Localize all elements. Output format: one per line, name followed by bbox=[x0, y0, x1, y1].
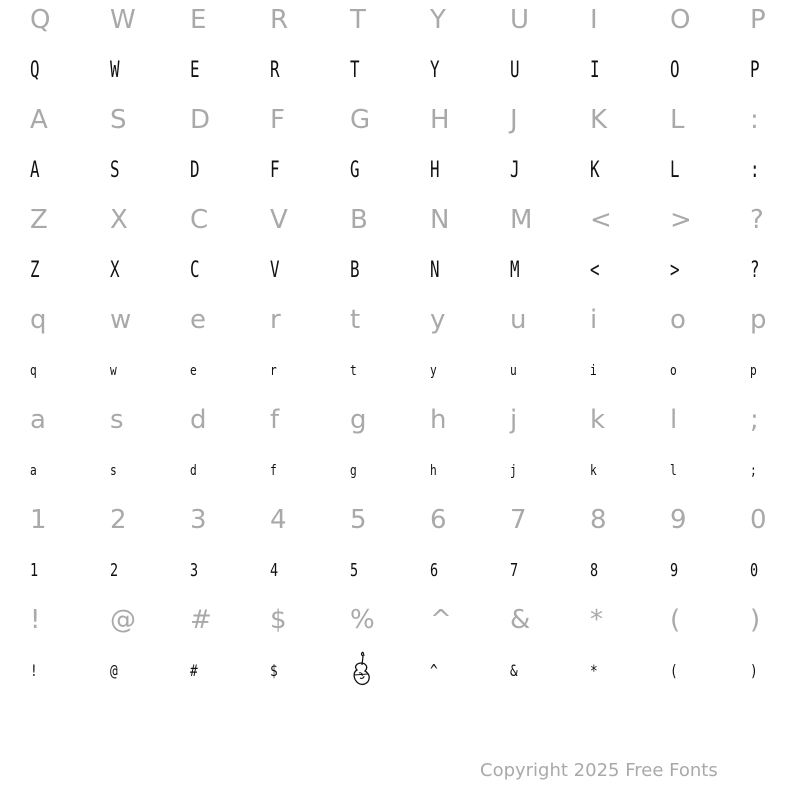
sample-glyph-char: L bbox=[670, 158, 680, 183]
sample-glyph bbox=[240, 246, 320, 296]
sample-glyph bbox=[80, 346, 160, 396]
sample-glyph-char: l bbox=[670, 463, 677, 479]
reference-glyph bbox=[80, 495, 160, 545]
reference-glyph bbox=[320, 495, 400, 545]
reference-glyph-char: < bbox=[590, 205, 612, 235]
reference-glyph bbox=[560, 295, 640, 345]
reference-glyph bbox=[640, 595, 720, 645]
reference-glyph-char: W bbox=[110, 5, 136, 35]
sample-glyph bbox=[160, 246, 240, 296]
sample-glyph-char: X bbox=[110, 258, 120, 283]
sample-glyph bbox=[560, 346, 640, 396]
reference-glyph-char: K bbox=[590, 105, 608, 135]
reference-glyph bbox=[240, 95, 320, 145]
sample-glyph bbox=[640, 446, 720, 496]
reference-glyph bbox=[80, 295, 160, 345]
sample-glyph bbox=[640, 646, 720, 696]
sample-glyph-char: w bbox=[110, 363, 117, 379]
reference-glyph bbox=[480, 395, 560, 445]
reference-glyph bbox=[160, 195, 240, 245]
reference-glyph bbox=[0, 395, 80, 445]
sample-glyph bbox=[320, 246, 400, 296]
sample-glyph bbox=[160, 446, 240, 496]
sample-glyph-char: P bbox=[750, 58, 760, 83]
reference-glyph bbox=[400, 595, 480, 645]
sample-glyph-char: # bbox=[190, 661, 198, 680]
sample-glyph-char: 2 bbox=[110, 560, 119, 581]
sample-glyph bbox=[640, 246, 720, 296]
sample-glyph bbox=[400, 146, 480, 196]
sample-glyph-char: * bbox=[590, 661, 598, 680]
sample-glyph bbox=[160, 146, 240, 196]
sample-glyph-char: p bbox=[750, 363, 757, 379]
sample-glyph bbox=[720, 346, 800, 396]
reference-glyph-char: q bbox=[30, 305, 47, 335]
sample-glyph-char: ( bbox=[670, 661, 678, 680]
reference-glyph bbox=[720, 0, 800, 45]
reference-glyph-char: 7 bbox=[510, 505, 527, 535]
reference-glyph-char: S bbox=[110, 105, 127, 135]
sample-glyph-char: I bbox=[590, 58, 600, 83]
sample-glyph-char: ^ bbox=[430, 661, 438, 680]
sample-glyph-char: R bbox=[270, 58, 280, 83]
sample-glyph bbox=[0, 546, 80, 596]
sample-glyph bbox=[640, 146, 720, 196]
reference-glyph-char: j bbox=[510, 405, 518, 435]
reference-glyph-char: V bbox=[270, 205, 288, 235]
sample-glyph bbox=[400, 46, 480, 96]
sample-glyph-char: ) bbox=[750, 661, 758, 680]
sample-glyph bbox=[480, 46, 560, 96]
reference-glyph bbox=[160, 495, 240, 545]
sample-glyph bbox=[160, 646, 240, 696]
reference-glyph-char: X bbox=[110, 205, 128, 235]
sample-glyph bbox=[640, 546, 720, 596]
sample-glyph-char: Y bbox=[430, 58, 440, 83]
reference-glyph-char: o bbox=[670, 305, 686, 335]
reference-glyph bbox=[480, 195, 560, 245]
reference-glyph-char: a bbox=[30, 405, 46, 435]
sample-glyph-char: A bbox=[30, 158, 40, 183]
reference-glyph bbox=[640, 95, 720, 145]
reference-glyph bbox=[0, 295, 80, 345]
reference-glyph-char: U bbox=[510, 5, 530, 35]
reference-glyph bbox=[480, 295, 560, 345]
sample-glyph-char: F bbox=[270, 158, 280, 183]
sample-glyph bbox=[240, 146, 320, 196]
sample-glyph-char: D bbox=[190, 158, 200, 183]
sample-glyph bbox=[560, 546, 640, 596]
sample-glyph bbox=[320, 146, 400, 196]
sample-glyph-char: 1 bbox=[30, 560, 39, 581]
reference-glyph bbox=[240, 495, 320, 545]
reference-glyph-char: J bbox=[510, 105, 518, 135]
reference-glyph bbox=[240, 295, 320, 345]
sample-glyph bbox=[560, 646, 640, 696]
reference-glyph bbox=[640, 295, 720, 345]
sample-glyph bbox=[480, 246, 560, 296]
reference-glyph bbox=[160, 95, 240, 145]
sample-glyph bbox=[0, 146, 80, 196]
reference-glyph bbox=[640, 195, 720, 245]
sample-glyph bbox=[320, 46, 400, 96]
sample-glyph bbox=[80, 146, 160, 196]
reference-glyph bbox=[560, 395, 640, 445]
sample-glyph-char: y bbox=[430, 363, 437, 379]
sample-glyph bbox=[720, 146, 800, 196]
reference-glyph bbox=[640, 395, 720, 445]
sample-glyph-char: 8 bbox=[590, 560, 599, 581]
sample-glyph-char: 4 bbox=[270, 560, 279, 581]
sample-glyph bbox=[160, 346, 240, 396]
sample-glyph bbox=[560, 46, 640, 96]
reference-glyph bbox=[480, 95, 560, 145]
reference-glyph bbox=[240, 0, 320, 45]
sample-glyph-char: @ bbox=[110, 661, 118, 680]
sample-glyph-char: h bbox=[430, 463, 437, 479]
sample-glyph-char: V bbox=[270, 258, 280, 283]
sample-glyph bbox=[560, 446, 640, 496]
reference-glyph-char: P bbox=[750, 5, 766, 35]
reference-glyph-char: ? bbox=[750, 205, 764, 235]
sample-glyph-char: M bbox=[510, 258, 520, 283]
sample-glyph bbox=[320, 646, 400, 696]
reference-glyph-char: 8 bbox=[590, 505, 607, 535]
sample-glyph bbox=[640, 346, 720, 396]
sample-glyph-char: s bbox=[110, 463, 117, 479]
reference-glyph bbox=[400, 195, 480, 245]
sample-glyph-char: $ bbox=[270, 661, 278, 680]
sample-glyph-char: U bbox=[510, 58, 520, 83]
reference-glyph-char: F bbox=[270, 105, 285, 135]
reference-glyph-char: ( bbox=[670, 605, 681, 635]
sample-glyph-char: ! bbox=[30, 661, 38, 680]
sample-glyph-char: Z bbox=[30, 258, 40, 283]
sample-glyph bbox=[480, 546, 560, 596]
reference-glyph-char: * bbox=[590, 605, 603, 635]
reference-glyph-char: h bbox=[430, 405, 447, 435]
sample-glyph-char: d bbox=[190, 463, 197, 479]
reference-glyph-char: t bbox=[350, 305, 361, 335]
sample-glyph-char: t bbox=[350, 363, 357, 379]
sample-glyph-char: e bbox=[190, 363, 197, 379]
sample-glyph bbox=[320, 546, 400, 596]
reference-glyph-char: 2 bbox=[110, 505, 127, 535]
reference-glyph bbox=[640, 0, 720, 45]
sample-glyph bbox=[240, 546, 320, 596]
sample-glyph bbox=[400, 446, 480, 496]
sample-glyph-char: G bbox=[350, 158, 360, 183]
sample-glyph-char: k bbox=[590, 463, 597, 479]
reference-glyph-char: D bbox=[190, 105, 211, 135]
reference-glyph-char: 9 bbox=[670, 505, 687, 535]
reference-glyph-char: d bbox=[190, 405, 207, 435]
reference-glyph bbox=[320, 95, 400, 145]
reference-glyph bbox=[400, 0, 480, 45]
sample-glyph-char: f bbox=[270, 463, 277, 479]
reference-glyph-char: 1 bbox=[30, 505, 47, 535]
sample-glyph bbox=[160, 46, 240, 96]
reference-glyph-char: % bbox=[350, 605, 375, 635]
sample-glyph bbox=[720, 646, 800, 696]
reference-glyph bbox=[560, 595, 640, 645]
reference-glyph-char: & bbox=[510, 605, 531, 635]
sample-glyph bbox=[0, 46, 80, 96]
reference-glyph bbox=[160, 595, 240, 645]
sample-glyph bbox=[80, 446, 160, 496]
sample-glyph-char: 9 bbox=[670, 560, 679, 581]
reference-glyph-char: @ bbox=[110, 605, 136, 635]
reference-glyph-char: p bbox=[750, 305, 767, 335]
sample-glyph bbox=[80, 246, 160, 296]
sample-glyph-char: N bbox=[430, 258, 440, 283]
reference-glyph-char: f bbox=[270, 405, 280, 435]
reference-glyph bbox=[0, 595, 80, 645]
reference-glyph bbox=[0, 0, 80, 45]
reference-glyph bbox=[0, 195, 80, 245]
sample-glyph bbox=[720, 46, 800, 96]
sample-glyph bbox=[240, 646, 320, 696]
reference-glyph bbox=[80, 395, 160, 445]
sample-glyph-char: W bbox=[110, 58, 120, 83]
reference-glyph bbox=[480, 0, 560, 45]
sample-glyph bbox=[400, 346, 480, 396]
reference-glyph bbox=[320, 595, 400, 645]
sample-glyph bbox=[560, 246, 640, 296]
sample-glyph bbox=[480, 446, 560, 496]
sample-glyph bbox=[720, 246, 800, 296]
sample-glyph bbox=[480, 646, 560, 696]
reference-glyph bbox=[720, 495, 800, 545]
violin-icon bbox=[350, 651, 372, 692]
reference-glyph bbox=[480, 595, 560, 645]
sample-glyph bbox=[400, 246, 480, 296]
reference-glyph-char: u bbox=[510, 305, 527, 335]
reference-glyph bbox=[0, 495, 80, 545]
sample-glyph-char: 7 bbox=[510, 560, 519, 581]
reference-glyph-char: ; bbox=[750, 405, 759, 435]
sample-glyph-char: u bbox=[510, 363, 517, 379]
reference-glyph-char: ) bbox=[750, 605, 761, 635]
copyright-footer: Copyright 2025 Free Fonts bbox=[480, 760, 718, 781]
reference-glyph-char: s bbox=[110, 405, 124, 435]
sample-glyph bbox=[480, 146, 560, 196]
reference-glyph-char: E bbox=[190, 5, 207, 35]
sample-glyph bbox=[400, 546, 480, 596]
sample-glyph bbox=[240, 446, 320, 496]
reference-glyph-char: g bbox=[350, 405, 367, 435]
reference-glyph-char: Y bbox=[430, 5, 446, 35]
sample-glyph-char: r bbox=[270, 363, 277, 379]
reference-glyph bbox=[240, 595, 320, 645]
reference-glyph-char: > bbox=[670, 205, 692, 235]
sample-glyph-char: 6 bbox=[430, 560, 439, 581]
reference-glyph bbox=[80, 195, 160, 245]
reference-glyph bbox=[320, 0, 400, 45]
reference-glyph-char: 6 bbox=[430, 505, 447, 535]
sample-glyph-char: T bbox=[350, 58, 360, 83]
sample-glyph-char: g bbox=[350, 463, 357, 479]
reference-glyph bbox=[560, 95, 640, 145]
reference-glyph-char: 0 bbox=[750, 505, 767, 535]
sample-glyph-char: B bbox=[350, 258, 360, 283]
reference-glyph bbox=[560, 495, 640, 545]
sample-glyph bbox=[720, 546, 800, 596]
sample-glyph bbox=[640, 46, 720, 96]
reference-glyph bbox=[560, 195, 640, 245]
sample-glyph bbox=[0, 246, 80, 296]
sample-glyph-char: < bbox=[590, 258, 600, 283]
reference-glyph-char: N bbox=[430, 205, 450, 235]
reference-glyph bbox=[0, 95, 80, 145]
reference-glyph bbox=[160, 0, 240, 45]
reference-glyph-char: Q bbox=[30, 5, 51, 35]
reference-glyph-char: $ bbox=[270, 605, 287, 635]
sample-glyph-char: ; bbox=[750, 463, 757, 479]
reference-glyph-char: ! bbox=[30, 605, 41, 635]
sample-glyph-char: 3 bbox=[190, 560, 199, 581]
sample-glyph-char: a bbox=[30, 463, 37, 479]
reference-glyph-char: 4 bbox=[270, 505, 287, 535]
reference-glyph bbox=[400, 95, 480, 145]
sample-glyph bbox=[480, 346, 560, 396]
reference-glyph bbox=[720, 395, 800, 445]
sample-glyph-char: H bbox=[430, 158, 440, 183]
reference-glyph-char: i bbox=[590, 305, 598, 335]
reference-glyph bbox=[720, 95, 800, 145]
reference-glyph-char: T bbox=[350, 5, 366, 35]
sample-glyph bbox=[400, 646, 480, 696]
reference-glyph bbox=[720, 195, 800, 245]
reference-glyph-char: G bbox=[350, 105, 371, 135]
reference-glyph-char: I bbox=[590, 5, 598, 35]
reference-glyph-char: r bbox=[270, 305, 281, 335]
sample-glyph-char: K bbox=[590, 158, 600, 183]
reference-glyph bbox=[560, 0, 640, 45]
sample-glyph bbox=[720, 446, 800, 496]
sample-glyph-char: : bbox=[750, 158, 760, 183]
reference-glyph-char: H bbox=[430, 105, 450, 135]
reference-glyph-char: B bbox=[350, 205, 368, 235]
reference-glyph-char: y bbox=[430, 305, 446, 335]
sample-glyph bbox=[160, 546, 240, 596]
sample-glyph-char: ? bbox=[750, 258, 760, 283]
reference-glyph bbox=[400, 495, 480, 545]
sample-glyph bbox=[320, 346, 400, 396]
sample-glyph-char: i bbox=[590, 363, 597, 379]
reference-glyph bbox=[320, 195, 400, 245]
reference-glyph bbox=[160, 295, 240, 345]
reference-glyph-char: C bbox=[190, 205, 209, 235]
reference-glyph bbox=[720, 595, 800, 645]
reference-glyph-char: R bbox=[270, 5, 289, 35]
sample-glyph-char: Q bbox=[30, 58, 40, 83]
sample-glyph-char: C bbox=[190, 258, 200, 283]
reference-glyph-char: 3 bbox=[190, 505, 207, 535]
reference-glyph bbox=[240, 395, 320, 445]
reference-glyph-char: A bbox=[30, 105, 48, 135]
sample-glyph-char: 5 bbox=[350, 560, 359, 581]
reference-glyph-char: w bbox=[110, 305, 132, 335]
reference-glyph-char: k bbox=[590, 405, 606, 435]
reference-glyph-char: : bbox=[750, 105, 759, 135]
sample-glyph-char: 0 bbox=[750, 560, 759, 581]
reference-glyph bbox=[400, 295, 480, 345]
sample-glyph-char: o bbox=[670, 363, 677, 379]
reference-glyph bbox=[240, 195, 320, 245]
reference-glyph bbox=[640, 495, 720, 545]
reference-glyph-char: ^ bbox=[430, 605, 452, 635]
reference-glyph-char: Z bbox=[30, 205, 48, 235]
sample-glyph bbox=[240, 346, 320, 396]
reference-glyph-char: O bbox=[670, 5, 691, 35]
reference-glyph bbox=[80, 95, 160, 145]
reference-glyph bbox=[80, 0, 160, 45]
sample-glyph-char: > bbox=[670, 258, 680, 283]
sample-glyph-char: O bbox=[670, 58, 680, 83]
reference-glyph-char: e bbox=[190, 305, 206, 335]
sample-glyph bbox=[80, 46, 160, 96]
reference-glyph bbox=[400, 395, 480, 445]
sample-glyph-char: j bbox=[510, 463, 517, 479]
sample-glyph-char: & bbox=[510, 661, 518, 680]
sample-glyph bbox=[320, 446, 400, 496]
sample-glyph bbox=[80, 546, 160, 596]
sample-glyph bbox=[560, 146, 640, 196]
reference-glyph bbox=[320, 395, 400, 445]
sample-glyph bbox=[0, 346, 80, 396]
reference-glyph-char: L bbox=[670, 105, 685, 135]
reference-glyph bbox=[320, 295, 400, 345]
sample-glyph-char: q bbox=[30, 363, 37, 379]
reference-glyph bbox=[160, 395, 240, 445]
sample-glyph bbox=[80, 646, 160, 696]
sample-glyph bbox=[0, 446, 80, 496]
reference-glyph-char: # bbox=[190, 605, 212, 635]
reference-glyph bbox=[80, 595, 160, 645]
reference-glyph-char: 5 bbox=[350, 505, 367, 535]
sample-glyph-char: J bbox=[510, 158, 520, 183]
sample-glyph-char: S bbox=[110, 158, 120, 183]
sample-glyph bbox=[240, 46, 320, 96]
reference-glyph-char: M bbox=[510, 205, 533, 235]
reference-glyph bbox=[480, 495, 560, 545]
reference-glyph bbox=[720, 295, 800, 345]
reference-glyph-char: l bbox=[670, 405, 678, 435]
sample-glyph bbox=[0, 646, 80, 696]
sample-glyph-char: E bbox=[190, 58, 200, 83]
